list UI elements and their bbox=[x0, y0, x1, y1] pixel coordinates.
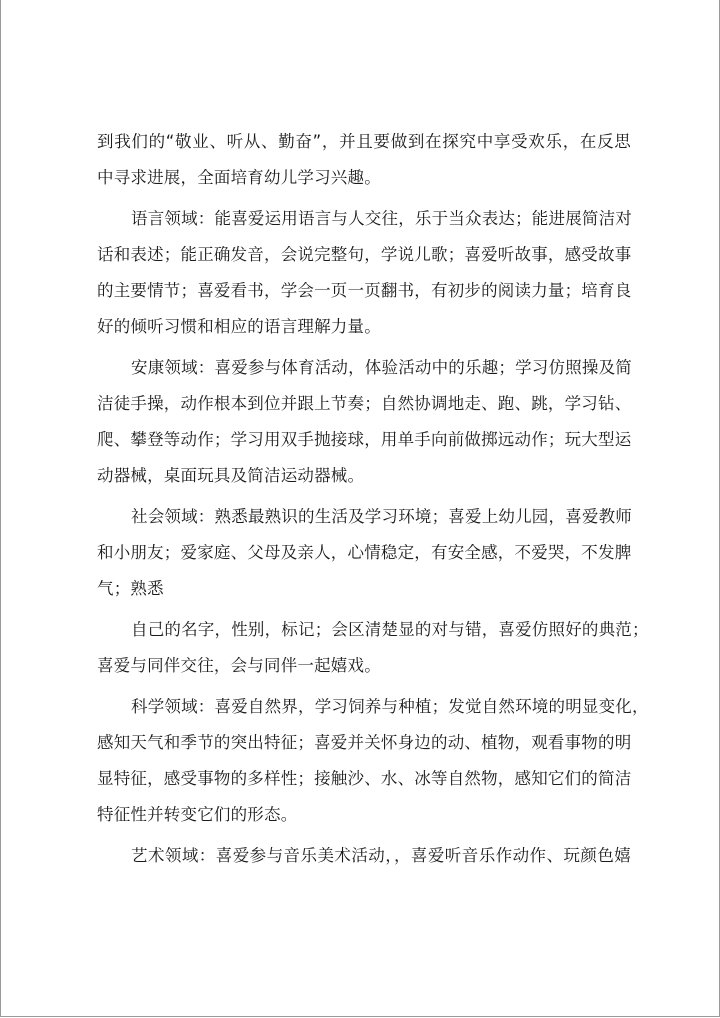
text-line: 到我们的“敬业、听从、勤奋”，并且要做到在探究中享受欢乐，在反思 bbox=[97, 132, 631, 151]
text-line: 社会领域：熟悉最熟识的生活及学习环境；喜爱上幼儿园，喜爱教师 bbox=[131, 507, 632, 526]
paragraph-science bbox=[97, 689, 649, 833]
paragraph-social-continued bbox=[97, 612, 649, 684]
text-line: 显特征，感受事物的多样性；接触沙、水、冰等自然物，感知它们的简洁 bbox=[97, 769, 632, 788]
paragraph-social bbox=[97, 499, 631, 607]
paragraph-intro bbox=[97, 124, 631, 196]
text-line: 中寻求进展，全面培育幼儿学习兴趣。 bbox=[97, 168, 381, 187]
text-line: 喜爱与同伴交往，会与同伴一起嬉戏。 bbox=[97, 656, 381, 675]
text-line: 自己的名字，性别，标记；会区清楚显的对与错，喜爱仿照好的典范； bbox=[131, 620, 649, 639]
text-line: 特征性并转变它们的形态。 bbox=[97, 805, 298, 824]
paragraph-art bbox=[97, 838, 631, 874]
text-line: 安康领域：喜爱参与体育活动，体验活动中的乐趣；学习仿照操及简 bbox=[131, 358, 632, 377]
document-body bbox=[97, 124, 649, 874]
paragraph-language bbox=[97, 201, 631, 345]
text-line: 的主要情节；喜爱看书，学会一页一页翻书，有初步的阅读力量；培育良 bbox=[97, 281, 632, 300]
text-line: 感知天气和季节的突出特征；喜爱并关怀身边的动、植物，观看事物的明 bbox=[97, 733, 632, 752]
text-line: 话和表述；能正确发音，会说完整句，学说儿歌；喜爱听故事，感受故事 bbox=[97, 245, 632, 264]
text-line: 气；熟悉 bbox=[97, 579, 164, 598]
text-line: 和小朋友；爱家庭、父母及亲人，心情稳定，有安全感，不爱哭，不发脾 bbox=[97, 543, 632, 562]
text-line: 好的倾听习惯和相应的语言理解力量。 bbox=[97, 317, 381, 336]
text-line: 爬、攀登等动作；学习用双手抛接球，用单手向前做掷远动作；玩大型运 bbox=[97, 430, 632, 449]
text-line: 语言领域：能喜爱运用语言与人交往，乐于当众表达；能进展简洁对 bbox=[131, 209, 632, 228]
paragraph-health bbox=[97, 350, 631, 494]
text-line: 科学领域：喜爱自然界，学习饲养与种植；发觉自然环境的明显变化， bbox=[131, 697, 649, 716]
text-line: 动器械，桌面玩具及简洁运动器械。 bbox=[97, 466, 365, 485]
text-line: 洁徒手操，动作根本到位并跟上节奏；自然协调地走、跑、跳，学习钻、 bbox=[97, 394, 632, 413]
text-line: 艺术领域：喜爱参与音乐美术活动，，喜爱听音乐作动作、玩颜色嬉 bbox=[131, 846, 631, 865]
